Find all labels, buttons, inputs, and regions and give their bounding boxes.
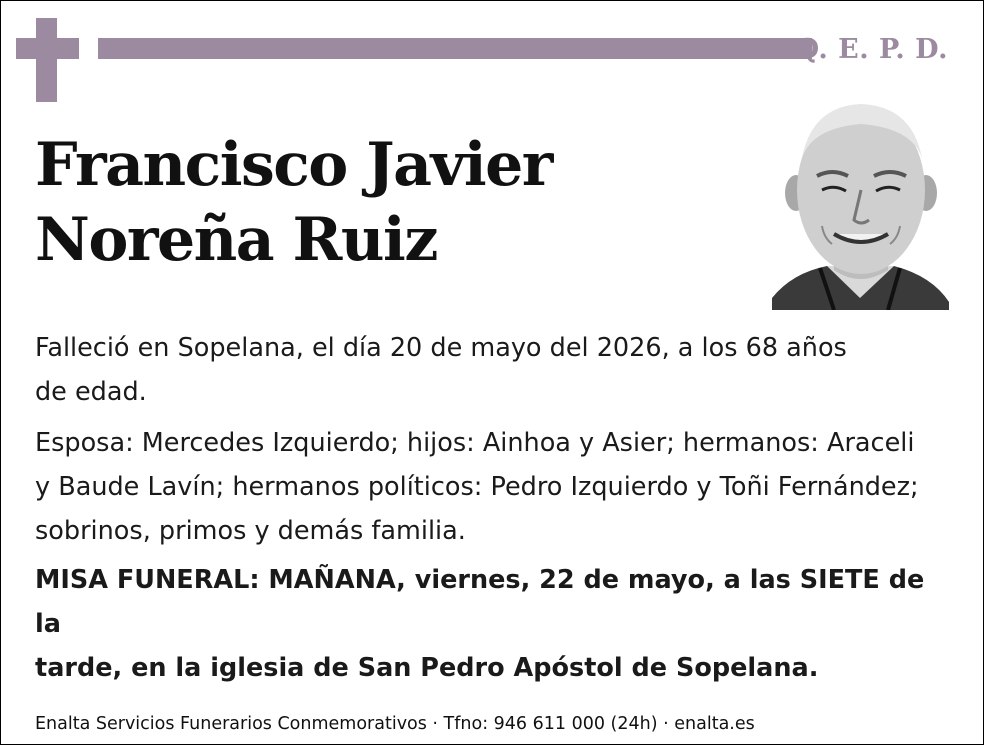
funeral-home-footer: Enalta Servicios Funerarios Conmemorativos · Tfno: 946 611 000 (24h) · enalta.es [35,714,755,734]
notice-body [35,326,935,690]
funeral-mass [35,558,935,690]
latin-cross-icon [16,18,79,102]
death-info-line-2: de edad. [35,377,147,407]
funeral-line-2: tarde, en la iglesia de San Pedro Apóstol de Sopelana. [35,653,819,683]
family-list [35,421,935,553]
portrait-photo [772,98,949,310]
header-rule [98,38,812,59]
name-line-2: Noreña Ruiz [35,205,437,275]
qepd-label: Q. E. P. D. [795,34,948,65]
family-line-3: sobrinos, primos y demás familia. [35,516,466,546]
family-line-1: Esposa: Mercedes Izquierdo; hijos: Ainhoa y Asier; hermanos: Araceli [35,428,915,458]
deceased-name [35,128,552,278]
death-info [35,326,935,414]
death-info-line-1: Falleció en Sopelana, el día 20 de mayo del 2026, a los 68 años [35,333,847,363]
name-line-1: Francisco Javier [35,130,552,200]
funeral-line-1: MISA FUNERAL: MAÑANA, viernes, 22 de mayo, a las SIETE de la [35,565,925,639]
family-line-2: y Baude Lavín; hermanos políticos: Pedro Izquierdo y Toñi Fernández; [35,472,919,502]
